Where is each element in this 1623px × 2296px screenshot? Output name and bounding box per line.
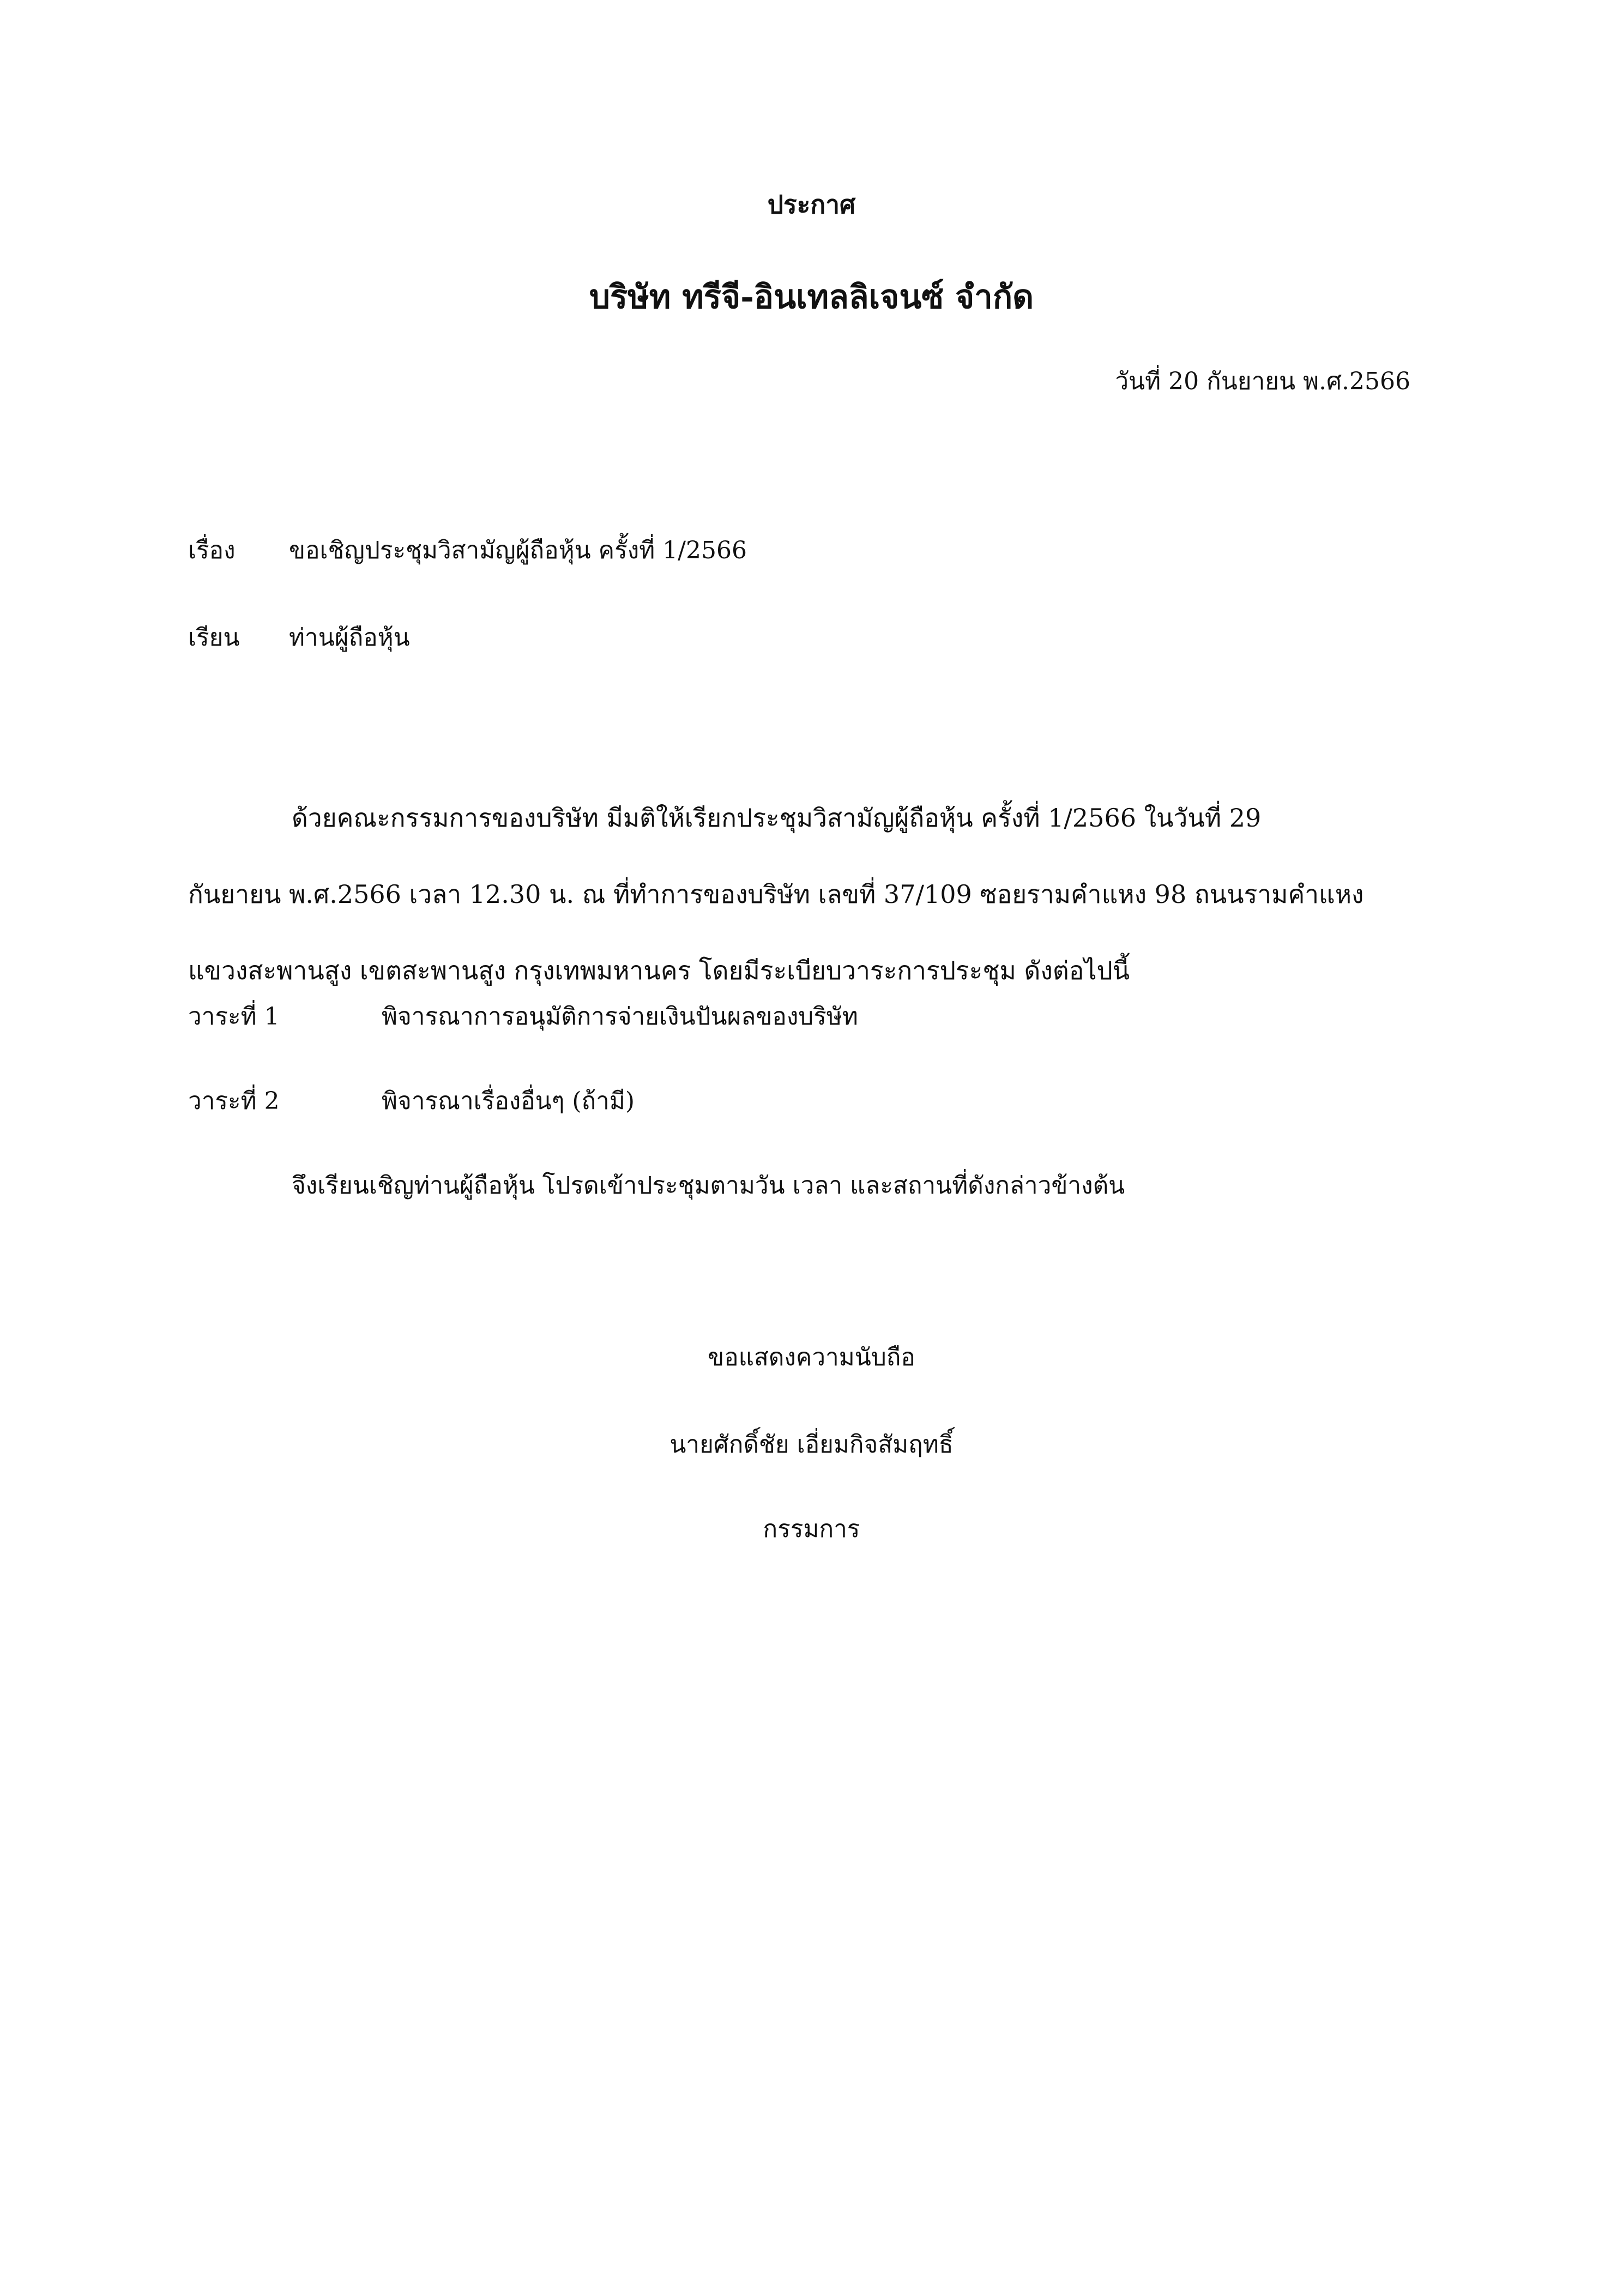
agenda-item-2-label: วาระที่ 2 (188, 1087, 280, 1115)
agenda-item-1-text: พิจารณาการอนุมัติการจ่ายเงินปันผลของบริษัท (382, 1003, 858, 1031)
closing-sentence: จึงเรียนเชิญท่านผู้ถือหุ้น โปรดเข้าประชุมตามวัน เวลา และสถานที่ดังกล่าวข้างต้น (292, 1172, 1125, 1200)
announcement-heading: ประกาศ (767, 190, 856, 219)
body-paragraph (188, 780, 1409, 1009)
body-line: ด้วยคณะกรรมการของบริษัท มีมติให้เรียกประชุมวิสามัญผู้ถือหุ้น ครั้งที่ 1/2566 ในวันที่ 29 (292, 803, 1262, 833)
body-line: แขวงสะพานสูง เขตสะพานสูง กรุงเทพมหานคร โดยมีระเบียบวาระการประชุม ดังต่อไปนี้ (188, 956, 1130, 985)
signature-regards: ขอแสดงความนับถือ (708, 1343, 915, 1371)
agenda-item-2-text: พิจารณาเรื่องอื่นๆ (ถ้ามี) (382, 1087, 635, 1115)
document-date: วันที่ 20 กันยายน พ.ศ.2566 (1115, 367, 1410, 395)
company-name: บริษัท ทรีจี-อินเทลลิเจนซ์ จำกัด (589, 278, 1034, 316)
recipient-text: ท่านผู้ถือหุ้น (289, 624, 410, 652)
recipient-label: เรียน (188, 624, 240, 652)
signer-name: นายศักดิ์ชัย เอี่ยมกิจสัมฤทธิ์ (669, 1431, 954, 1459)
subject-text: ขอเชิญประชุมวิสามัญผู้ถือหุ้น ครั้งที่ 1/2566 (289, 537, 747, 564)
signer-position: กรรมการ (763, 1515, 860, 1543)
subject-label: เรื่อง (188, 537, 236, 564)
agenda-item-1-label: วาระที่ 1 (188, 1003, 280, 1031)
body-line: กันยายน พ.ศ.2566 เวลา 12.30 น. ณ ที่ทำการของบริษัท เลขที่ 37/109 ซอยรามคำแหง 98 ถนนรามคำแหง (188, 879, 1364, 909)
